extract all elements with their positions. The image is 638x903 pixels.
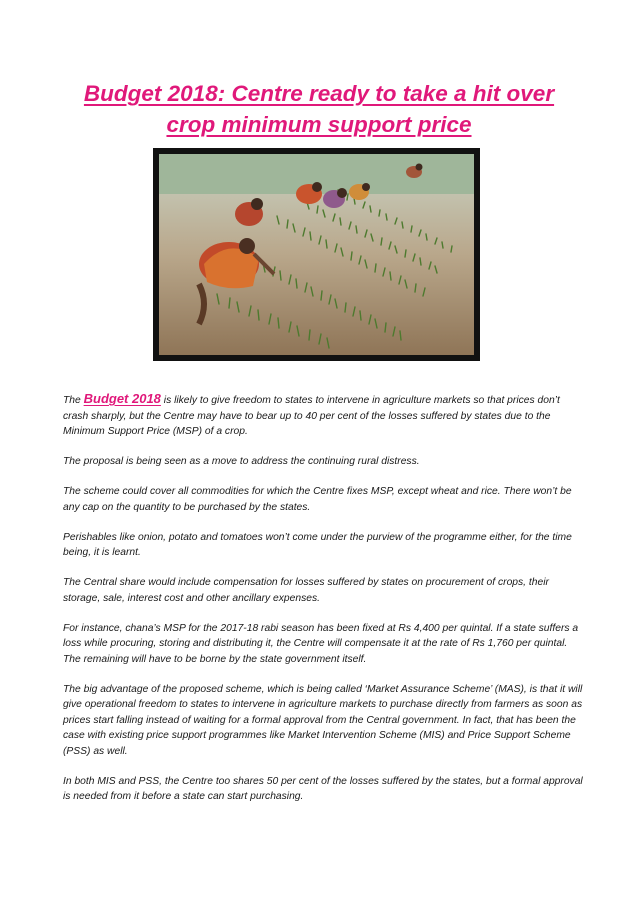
title-line-2: crop minimum support price — [166, 112, 472, 137]
photo-illustration — [159, 154, 474, 355]
budget-2018-link[interactable]: Budget 2018 — [83, 391, 161, 406]
paragraph-lead: The — [63, 395, 84, 406]
paragraph-7: The big advantage of the proposed scheme, which is being called ‘Market Assurance Scheme’ (MAS), is that it will give operational freedom to states to intervene in agriculture markets to purchase directly from farmers as soon as prices start falling instead of waiting for a formal approval from the Central government. In fact, that has been the case with existing price support programmes like Market Intervention Scheme (MIS) and Price Support Scheme (PSS) as well. — [63, 683, 583, 757]
title-line-1: Budget 2018: Centre ready to take a hit over — [83, 81, 555, 106]
paragraph-8: In both MIS and PSS, the Centre too shares 50 per cent of the losses suffered by the states, but a formal approval is needed from it before a state can start purchasing. — [63, 775, 583, 802]
article-title — [40, 78, 598, 140]
article-body — [63, 391, 583, 819]
rice-planting-photo — [153, 148, 480, 361]
paragraph-text: is likely to give freedom to states to intervene in agriculture markets so that prices don’t crash sharply, but the Centre may have to bear up to 40 per cent of the losses suffered by states due to the Minimum Support Price (MSP) of a crop. — [63, 395, 560, 437]
paragraph-4: Perishables like onion, potato and tomatoes won’t come under the purview of the programme either, for the time being, it is learnt. — [63, 531, 572, 558]
paragraph-2: The proposal is being seen as a move to address the continuing rural distress. — [63, 456, 420, 467]
paragraph-5: The Central share would include compensation for losses suffered by states on procurement of crops, their storage, sale, interest cost and other ancillary expenses. — [63, 577, 549, 604]
paragraph-6: For instance, chana’s MSP for the 2017-18 rabi season has been fixed at Rs 4,400 per quintal. If a state suffers a loss while procuring, storing and distributing it, the Centre will compensate it at the rate of Rs 1,760 per quintal. The remaining will have to be borne by the state government itself. — [63, 622, 579, 665]
paragraph-3: The scheme could cover all commodities for which the Centre fixes MSP, except wheat and rice. There won’t be any cap on the quantity to be purchased by the states. — [63, 486, 572, 513]
paragraph-1 — [63, 391, 583, 440]
